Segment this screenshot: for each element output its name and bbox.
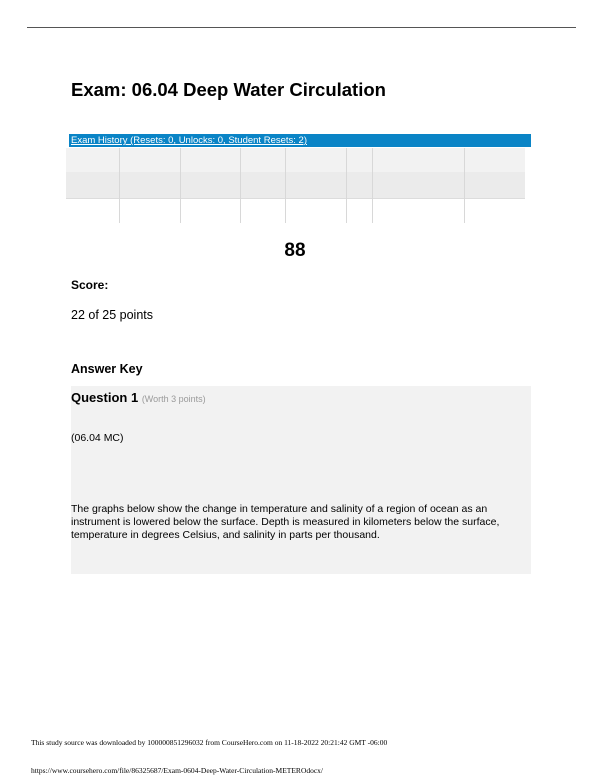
question-number: Question 1 bbox=[71, 390, 139, 405]
exam-history-link[interactable]: Exam History (Resets: 0, Unlocks: 0, Student Resets: 2) bbox=[71, 135, 308, 146]
footer-url: https://www.coursehero.com/file/86325687/Exam-0604-Deep-Water-Circulation-METEROdocx/ bbox=[31, 766, 324, 775]
table-header-row bbox=[66, 148, 525, 172]
footer-source-note: This study source was downloaded by 100000851296032 from CourseHero.com on 11-18-2022 20:21:42 GMT -06:00 bbox=[31, 738, 388, 747]
top-divider bbox=[27, 27, 576, 28]
question-title bbox=[71, 390, 206, 405]
question-block bbox=[71, 386, 531, 574]
question-worth: (Worth 3 points) bbox=[141, 394, 206, 404]
table-column-divider bbox=[119, 148, 120, 223]
question-code: (06.04 MC) bbox=[71, 432, 124, 444]
page-title: Exam: 06.04 Deep Water Circulation bbox=[71, 79, 386, 100]
score-value: 22 of 25 points bbox=[71, 308, 154, 322]
table-row bbox=[66, 172, 525, 199]
answer-key-heading: Answer Key bbox=[71, 362, 143, 376]
table-row bbox=[66, 199, 525, 223]
score-label: Score: bbox=[71, 278, 109, 292]
table-column-divider bbox=[240, 148, 241, 223]
table-column-divider bbox=[464, 148, 465, 223]
question-text: The graphs below show the change in temperature and salinity of a region of ocean as an instrument is lowered below the surface. Depth is measured in kilometers below the surface, temperature in degrees Celsius, and salinity in parts per thousand. bbox=[71, 503, 500, 541]
table-column-divider bbox=[346, 148, 347, 223]
exam-history-bar bbox=[69, 134, 531, 147]
score-percent: 88 bbox=[284, 240, 306, 261]
exam-history-table bbox=[66, 148, 525, 223]
table-column-divider bbox=[180, 148, 181, 223]
table-column-divider bbox=[285, 148, 286, 223]
table-column-divider bbox=[372, 148, 373, 223]
